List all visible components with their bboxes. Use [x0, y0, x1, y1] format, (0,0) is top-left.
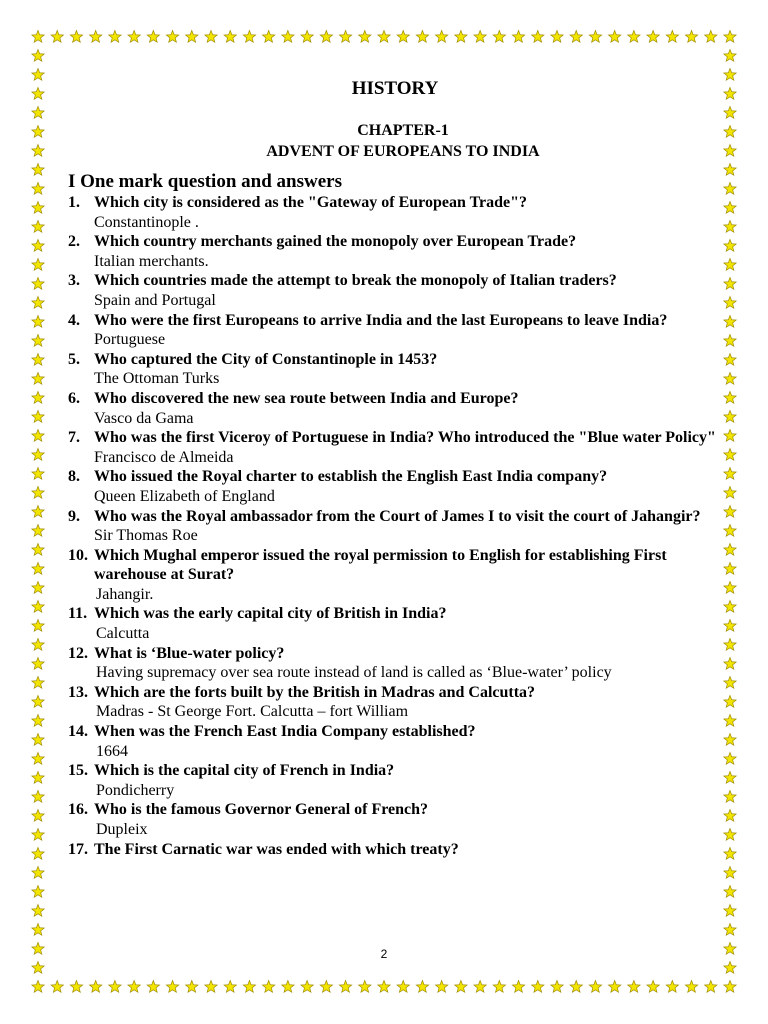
- star-icon: [32, 696, 44, 708]
- question-item: [68, 683, 718, 722]
- star-icon: [205, 31, 217, 43]
- star-icon: [724, 715, 736, 727]
- star-icon: [724, 335, 736, 347]
- star-icon: [724, 677, 736, 689]
- star-icon: [724, 772, 736, 784]
- question-item: [68, 350, 718, 389]
- question-text: Who captured the City of Constantinople in 1453?: [94, 350, 438, 368]
- star-icon: [724, 240, 736, 252]
- star-icon: [32, 924, 44, 936]
- question-number: 6.: [68, 389, 80, 407]
- question-number: 15.: [68, 762, 88, 780]
- star-icon: [32, 772, 44, 784]
- star-icon: [147, 981, 159, 993]
- star-icon: [147, 31, 159, 43]
- question-row: [68, 428, 718, 448]
- question-text: Which city is considered as the "Gateway of European Trade"?: [94, 194, 528, 211]
- star-icon: [51, 981, 63, 993]
- star-icon: [589, 31, 601, 43]
- document-content: [68, 78, 718, 859]
- star-icon: [724, 981, 736, 993]
- page-number: 2: [380, 947, 388, 961]
- question-number: 7.: [68, 429, 80, 447]
- star-icon: [128, 31, 140, 43]
- star-icon: [397, 31, 409, 43]
- star-icon: [724, 50, 736, 62]
- star-icon: [724, 810, 736, 822]
- question-text: Who was the Royal ambassador from the Court of James I to visit the court of Jahangir?: [94, 507, 701, 525]
- question-item: [68, 271, 718, 310]
- star-icon: [320, 31, 332, 43]
- question-text: Which countries made the attempt to break the monopoly of Italian traders?: [94, 272, 617, 290]
- answer-text: Having supremacy over sea route instead of land is called as ‘Blue-water’ policy: [96, 664, 612, 682]
- question-text: When was the French East India Company established?: [94, 723, 476, 741]
- question-item: [68, 761, 718, 800]
- question-item: [68, 546, 718, 605]
- star-icon: [724, 848, 736, 860]
- star-icon: [32, 563, 44, 575]
- star-icon: [128, 981, 140, 993]
- star-icon: [724, 582, 736, 594]
- star-icon: [435, 31, 447, 43]
- star-icon: [32, 430, 44, 442]
- star-icon: [724, 924, 736, 936]
- star-icon: [724, 145, 736, 157]
- question-number: 17.: [68, 840, 88, 858]
- star-icon: [32, 468, 44, 480]
- star-icon: [724, 601, 736, 613]
- question-number: 2.: [68, 233, 80, 251]
- star-icon: [282, 31, 294, 43]
- question-number: 11.: [68, 605, 88, 623]
- star-icon: [647, 981, 659, 993]
- star-icon: [724, 506, 736, 518]
- star-icon: [282, 981, 294, 993]
- star-icon: [70, 31, 82, 43]
- star-icon: [551, 981, 563, 993]
- question-row: [68, 644, 718, 664]
- star-icon: [724, 449, 736, 461]
- question-item: [68, 722, 718, 761]
- question-row: [68, 311, 718, 331]
- star-icon: [474, 31, 486, 43]
- star-icon: [32, 981, 44, 993]
- question-row: [68, 232, 718, 252]
- star-icon: [685, 981, 697, 993]
- star-icon: [359, 31, 371, 43]
- star-icon: [724, 183, 736, 195]
- question-text: What is ‘Blue-water policy?: [94, 644, 285, 662]
- star-icon: [724, 221, 736, 233]
- question-row: [68, 389, 718, 409]
- question-row: [68, 193, 718, 213]
- star-icon: [51, 31, 63, 43]
- star-icon: [474, 981, 486, 993]
- star-icon: [532, 981, 544, 993]
- question-text: Who is the famous Governor General of French?: [94, 801, 429, 819]
- question-text: Who discovered the new sea route between India and Europe?: [94, 389, 519, 407]
- answer-text: Queen Elizabeth of England: [94, 487, 275, 505]
- question-text: The First Carnatic war was ended with which treaty?: [94, 840, 459, 858]
- star-icon: [570, 31, 582, 43]
- star-icon: [628, 31, 640, 43]
- star-icon: [724, 411, 736, 423]
- question-list: [68, 193, 718, 859]
- star-icon: [224, 981, 236, 993]
- star-icon: [301, 31, 313, 43]
- star-icon: [724, 829, 736, 841]
- question-number: 5.: [68, 350, 80, 368]
- question-row: [68, 350, 718, 370]
- star-icon: [724, 544, 736, 556]
- page-title: HISTORY: [351, 78, 439, 99]
- star-icon: [32, 810, 44, 822]
- question-item: [68, 604, 718, 643]
- star-icon: [32, 544, 44, 556]
- answer-text: 1664: [96, 742, 128, 760]
- star-icon: [378, 981, 390, 993]
- star-icon: [724, 69, 736, 81]
- star-icon: [724, 164, 736, 176]
- star-icon: [705, 981, 717, 993]
- star-icon: [32, 905, 44, 917]
- star-icon: [224, 31, 236, 43]
- star-icon: [666, 981, 678, 993]
- star-icon: [724, 734, 736, 746]
- star-icon: [416, 981, 428, 993]
- star-icon: [32, 316, 44, 328]
- question-row: [68, 840, 718, 860]
- question-item: [68, 311, 718, 350]
- star-icon: [455, 31, 467, 43]
- answer-text: The Ottoman Turks: [94, 370, 220, 388]
- question-row: [68, 604, 718, 624]
- question-number: 14.: [68, 723, 88, 741]
- star-icon: [32, 297, 44, 309]
- star-icon: [109, 981, 121, 993]
- star-icon: [724, 88, 736, 100]
- star-icon: [205, 981, 217, 993]
- star-icon: [339, 31, 351, 43]
- star-icon: [32, 202, 44, 214]
- question-number: 4.: [68, 311, 80, 329]
- star-icon: [32, 886, 44, 898]
- star-icon: [570, 981, 582, 993]
- star-icon: [32, 31, 44, 43]
- star-icon: [32, 848, 44, 860]
- star-icon: [608, 981, 620, 993]
- star-icon: [724, 563, 736, 575]
- star-icon: [724, 905, 736, 917]
- star-icon: [32, 164, 44, 176]
- chapter-number: CHAPTER-1: [357, 122, 449, 139]
- question-item: [68, 800, 718, 839]
- star-icon: [89, 31, 101, 43]
- star-icon: [724, 753, 736, 765]
- star-icon: [724, 962, 736, 974]
- star-icon: [32, 506, 44, 518]
- question-row: [68, 467, 718, 487]
- star-icon: [32, 69, 44, 81]
- question-number: 8.: [68, 468, 80, 486]
- star-icon: [666, 31, 678, 43]
- star-icon: [32, 107, 44, 119]
- star-icon: [724, 658, 736, 670]
- star-icon: [551, 31, 563, 43]
- answer-text: Jahangir.: [96, 585, 154, 603]
- question-number: 13.: [68, 683, 88, 701]
- star-icon: [32, 582, 44, 594]
- star-icon: [32, 373, 44, 385]
- answer-text: Pondicherry: [96, 781, 175, 799]
- question-item: [68, 193, 718, 232]
- star-icon: [493, 31, 505, 43]
- star-icon: [724, 392, 736, 404]
- star-icon: [32, 791, 44, 803]
- question-text: Which Mughal emperor issued the royal permission to English for establishing First warehouse at Surat?: [94, 546, 667, 584]
- question-item: [68, 232, 718, 271]
- question-item: [68, 428, 718, 467]
- star-icon: [493, 981, 505, 993]
- star-icon: [724, 468, 736, 480]
- star-icon: [32, 240, 44, 252]
- star-icon: [705, 31, 717, 43]
- question-text: Which are the forts built by the British in Madras and Calcutta?: [94, 683, 536, 701]
- question-text: Which country merchants gained the monopoly over European Trade?: [94, 233, 577, 251]
- star-icon: [359, 981, 371, 993]
- star-icon: [416, 31, 428, 43]
- star-icon: [724, 867, 736, 879]
- star-icon: [32, 829, 44, 841]
- star-icon: [32, 335, 44, 347]
- star-icon: [455, 981, 467, 993]
- star-icon: [32, 392, 44, 404]
- star-icon: [32, 50, 44, 62]
- star-icon: [724, 620, 736, 632]
- star-icon: [512, 31, 524, 43]
- question-item: [68, 840, 718, 860]
- star-icon: [32, 411, 44, 423]
- question-item: [68, 467, 718, 506]
- star-icon: [724, 107, 736, 119]
- star-icon: [32, 145, 44, 157]
- star-icon: [32, 525, 44, 537]
- star-icon: [724, 316, 736, 328]
- star-icon: [243, 31, 255, 43]
- star-icon: [32, 354, 44, 366]
- star-icon: [608, 31, 620, 43]
- star-icon: [32, 221, 44, 233]
- question-row: [68, 761, 718, 781]
- star-icon: [724, 696, 736, 708]
- star-icon: [89, 981, 101, 993]
- star-icon: [32, 867, 44, 879]
- star-icon: [32, 962, 44, 974]
- star-icon: [32, 734, 44, 746]
- star-icon: [628, 981, 640, 993]
- star-icon: [32, 620, 44, 632]
- question-item: [68, 644, 718, 683]
- answer-text: Sir Thomas Roe: [94, 527, 198, 545]
- star-icon: [685, 31, 697, 43]
- answer-text: Vasco da Gama: [94, 409, 194, 427]
- answer-text: Dupleix: [96, 821, 148, 838]
- star-icon: [724, 354, 736, 366]
- star-icon: [32, 278, 44, 290]
- star-icon: [512, 981, 524, 993]
- star-icon: [724, 278, 736, 290]
- star-icon: [724, 126, 736, 138]
- star-icon: [109, 31, 121, 43]
- answer-text: Francisco de Almeida: [94, 448, 234, 466]
- answer-text: Constantinople .: [94, 213, 199, 231]
- question-text: Who issued the Royal charter to establish the English East India company?: [94, 468, 608, 486]
- star-icon: [532, 31, 544, 43]
- question-number: 16.: [68, 801, 88, 819]
- star-icon: [724, 487, 736, 499]
- star-icon: [724, 430, 736, 442]
- star-icon: [320, 981, 332, 993]
- star-icon: [32, 449, 44, 461]
- star-icon: [32, 88, 44, 100]
- star-icon: [724, 373, 736, 385]
- star-icon: [32, 677, 44, 689]
- star-icon: [32, 639, 44, 651]
- section-heading: I One mark question and answers: [68, 171, 342, 192]
- star-icon: [339, 981, 351, 993]
- star-icon: [32, 183, 44, 195]
- star-icon: [724, 31, 736, 43]
- question-number: 9.: [68, 507, 80, 525]
- question-number: 10.: [68, 546, 88, 564]
- star-icon: [262, 31, 274, 43]
- star-icon: [724, 297, 736, 309]
- answer-text: Italian merchants.: [94, 252, 209, 270]
- star-icon: [32, 126, 44, 138]
- star-icon: [397, 981, 409, 993]
- question-number: 1.: [68, 194, 80, 211]
- star-icon: [186, 31, 198, 43]
- star-icon: [166, 981, 178, 993]
- star-icon: [243, 981, 255, 993]
- question-text: Which was the early capital city of British in India?: [94, 605, 447, 623]
- star-icon: [32, 753, 44, 765]
- star-icon: [32, 658, 44, 670]
- question-row: [68, 722, 718, 742]
- star-icon: [724, 259, 736, 271]
- question-row: [68, 683, 718, 703]
- question-row: [68, 546, 718, 585]
- question-item: [68, 389, 718, 428]
- answer-text: Calcutta: [96, 625, 150, 643]
- star-icon: [166, 31, 178, 43]
- star-icon: [32, 487, 44, 499]
- answer-text: Spain and Portugal: [94, 291, 216, 309]
- star-icon: [435, 981, 447, 993]
- star-icon: [262, 981, 274, 993]
- star-icon: [301, 981, 313, 993]
- question-number: 3.: [68, 272, 80, 290]
- star-icon: [32, 259, 44, 271]
- star-icon: [378, 31, 390, 43]
- answer-text: Madras - St George Fort. Calcutta – fort William: [96, 703, 409, 721]
- question-text: Who was the first Viceroy of Portuguese in India? Who introduced the "Blue water Policy": [94, 429, 716, 447]
- star-icon: [32, 715, 44, 727]
- question-item: [68, 507, 718, 546]
- question-row: [68, 271, 718, 291]
- star-icon: [724, 525, 736, 537]
- question-row: [68, 507, 718, 527]
- question-row: [68, 800, 718, 820]
- chapter-title: ADVENT OF EUROPEANS TO INDIA: [266, 143, 540, 160]
- question-text: Which is the capital city of French in India?: [94, 762, 395, 780]
- star-icon: [186, 981, 198, 993]
- star-icon: [724, 202, 736, 214]
- star-icon: [32, 601, 44, 613]
- question-number: 12.: [68, 644, 88, 662]
- answer-text: Portuguese: [94, 331, 166, 349]
- star-icon: [724, 886, 736, 898]
- star-icon: [589, 981, 601, 993]
- star-icon: [724, 791, 736, 803]
- star-icon: [70, 981, 82, 993]
- question-text: Who were the first Europeans to arrive India and the last Europeans to leave India?: [94, 311, 668, 329]
- star-icon: [647, 31, 659, 43]
- star-icon: [724, 639, 736, 651]
